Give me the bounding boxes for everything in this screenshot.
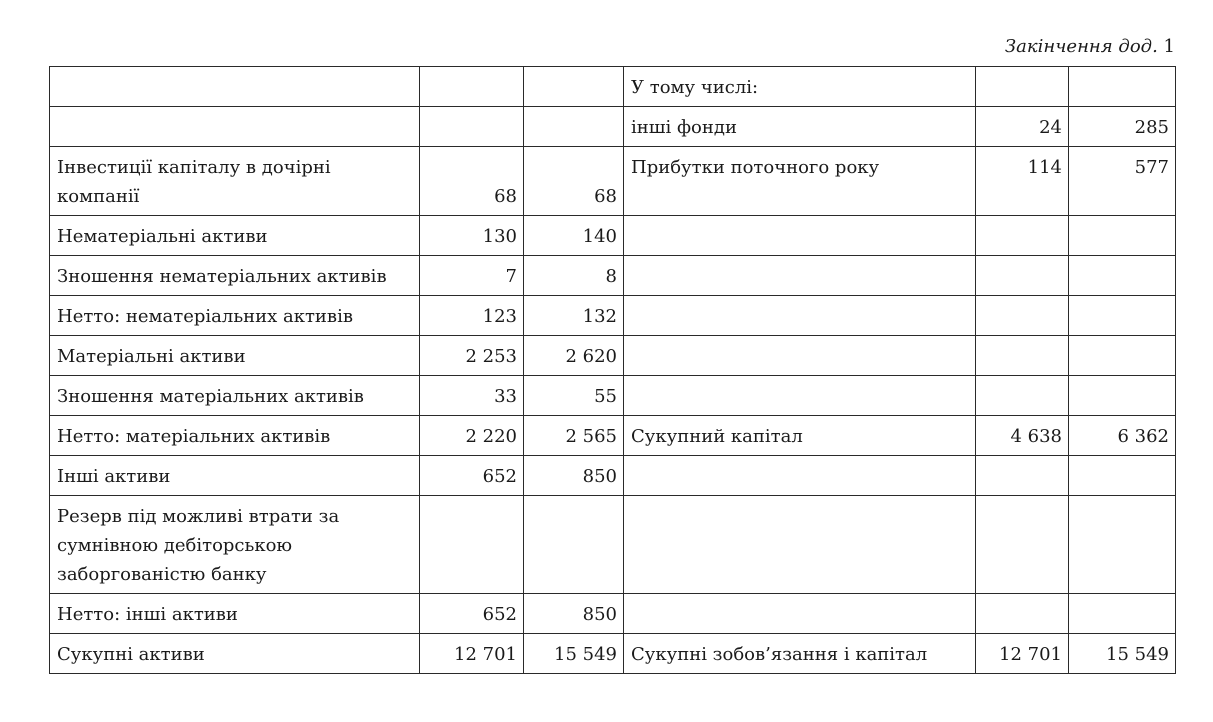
assets-value-curr: 850 bbox=[524, 456, 624, 496]
liabilities-value-curr bbox=[1069, 336, 1176, 376]
assets-value-prev: 12 701 bbox=[420, 634, 524, 674]
table-row bbox=[50, 416, 1176, 456]
liabilities-label bbox=[624, 376, 976, 416]
table-caption bbox=[1005, 36, 1175, 57]
liabilities-label: У тому числі: bbox=[624, 67, 976, 107]
assets-label: Сукупні активи bbox=[50, 634, 420, 674]
assets-value-curr: 132 bbox=[524, 296, 624, 336]
liabilities-value-prev bbox=[976, 336, 1069, 376]
liabilities-label bbox=[624, 216, 976, 256]
liabilities-value-prev: 4 638 bbox=[976, 416, 1069, 456]
assets-value-prev: 130 bbox=[420, 216, 524, 256]
liabilities-value-curr: 15 549 bbox=[1069, 634, 1176, 674]
table-row bbox=[50, 634, 1176, 674]
liabilities-label bbox=[624, 496, 976, 594]
assets-value-curr: 2 620 bbox=[524, 336, 624, 376]
liabilities-value-curr bbox=[1069, 496, 1176, 594]
assets-value-curr: 68 bbox=[524, 147, 624, 216]
liabilities-label bbox=[624, 594, 976, 634]
table-row bbox=[50, 456, 1176, 496]
assets-value-prev: 7 bbox=[420, 256, 524, 296]
table-row bbox=[50, 67, 1176, 107]
table-row bbox=[50, 336, 1176, 376]
liabilities-value-curr bbox=[1069, 456, 1176, 496]
liabilities-value-prev: 24 bbox=[976, 107, 1069, 147]
liabilities-label: Сукупні зобов’язання і капітал bbox=[624, 634, 976, 674]
assets-value-prev: 68 bbox=[420, 147, 524, 216]
assets-value-prev: 2 253 bbox=[420, 336, 524, 376]
assets-value-prev: 33 bbox=[420, 376, 524, 416]
liabilities-label: Прибутки поточного року bbox=[624, 147, 976, 216]
liabilities-value-prev bbox=[976, 496, 1069, 594]
assets-value-curr bbox=[524, 107, 624, 147]
liabilities-value-prev bbox=[976, 256, 1069, 296]
table-row bbox=[50, 594, 1176, 634]
assets-label: Нематеріальні активи bbox=[50, 216, 420, 256]
liabilities-label bbox=[624, 296, 976, 336]
liabilities-value-prev bbox=[976, 67, 1069, 107]
assets-label: Інвестиції капіталу в дочірні компанії bbox=[50, 147, 420, 216]
assets-value-prev: 652 bbox=[420, 456, 524, 496]
assets-value-prev: 123 bbox=[420, 296, 524, 336]
liabilities-value-prev: 12 701 bbox=[976, 634, 1069, 674]
liabilities-value-prev bbox=[976, 216, 1069, 256]
assets-label: Зношення нематеріальних активів bbox=[50, 256, 420, 296]
assets-label: Інші активи bbox=[50, 456, 420, 496]
liabilities-value-curr: 285 bbox=[1069, 107, 1176, 147]
assets-label: Матеріальні активи bbox=[50, 336, 420, 376]
balance-sheet-table bbox=[49, 66, 1176, 674]
table-row bbox=[50, 496, 1176, 594]
liabilities-value-prev bbox=[976, 376, 1069, 416]
caption-number: 1 bbox=[1163, 36, 1175, 57]
assets-label bbox=[50, 67, 420, 107]
liabilities-value-prev bbox=[976, 456, 1069, 496]
assets-label: Нетто: нематеріальних активів bbox=[50, 296, 420, 336]
liabilities-label: Сукупний капітал bbox=[624, 416, 976, 456]
assets-label: Нетто: інші активи bbox=[50, 594, 420, 634]
liabilities-value-prev bbox=[976, 296, 1069, 336]
liabilities-value-curr bbox=[1069, 376, 1176, 416]
assets-value-prev: 652 bbox=[420, 594, 524, 634]
assets-value-prev bbox=[420, 67, 524, 107]
assets-value-curr: 8 bbox=[524, 256, 624, 296]
assets-value-curr bbox=[524, 67, 624, 107]
liabilities-label bbox=[624, 456, 976, 496]
assets-label bbox=[50, 107, 420, 147]
table-row bbox=[50, 376, 1176, 416]
assets-value-curr: 15 549 bbox=[524, 634, 624, 674]
liabilities-value-curr bbox=[1069, 256, 1176, 296]
assets-value-curr: 140 bbox=[524, 216, 624, 256]
assets-value-prev: 2 220 bbox=[420, 416, 524, 456]
liabilities-value-prev bbox=[976, 594, 1069, 634]
liabilities-value-curr bbox=[1069, 296, 1176, 336]
table-row bbox=[50, 107, 1176, 147]
liabilities-value-curr: 6 362 bbox=[1069, 416, 1176, 456]
liabilities-value-curr bbox=[1069, 594, 1176, 634]
caption-label: Закінчення дод. bbox=[1004, 36, 1158, 57]
assets-value-curr bbox=[524, 496, 624, 594]
liabilities-value-curr: 577 bbox=[1069, 147, 1176, 216]
liabilities-value-curr bbox=[1069, 216, 1176, 256]
assets-label: Нетто: матеріальних активів bbox=[50, 416, 420, 456]
table-row bbox=[50, 216, 1176, 256]
table-row bbox=[50, 147, 1176, 216]
assets-value-prev bbox=[420, 107, 524, 147]
liabilities-label: інші фонди bbox=[624, 107, 976, 147]
assets-value-curr: 850 bbox=[524, 594, 624, 634]
table-row bbox=[50, 256, 1176, 296]
liabilities-value-prev: 114 bbox=[976, 147, 1069, 216]
liabilities-label bbox=[624, 336, 976, 376]
assets-value-prev bbox=[420, 496, 524, 594]
assets-value-curr: 2 565 bbox=[524, 416, 624, 456]
liabilities-value-curr bbox=[1069, 67, 1176, 107]
table-row bbox=[50, 296, 1176, 336]
liabilities-label bbox=[624, 256, 976, 296]
assets-label: Резерв під можливі втрати за сумнівною дебіторською заборгованістю банку bbox=[50, 496, 420, 594]
assets-label: Зношення матеріальних активів bbox=[50, 376, 420, 416]
assets-value-curr: 55 bbox=[524, 376, 624, 416]
